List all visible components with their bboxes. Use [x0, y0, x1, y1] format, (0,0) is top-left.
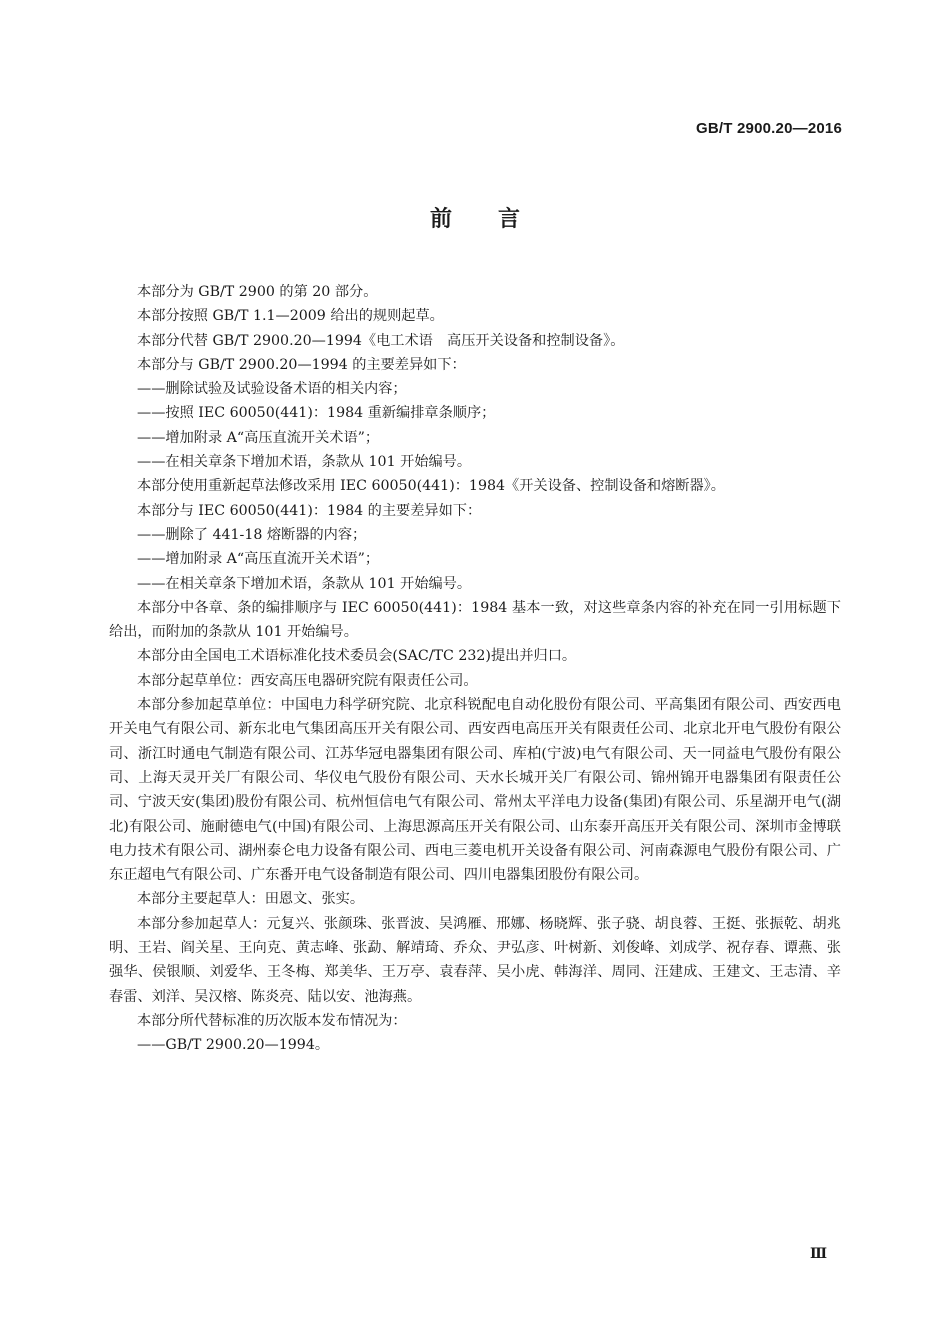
document-body [109, 280, 841, 1058]
paragraph: 本部分按照 GB/T 1.1—2009 给出的规则起草。 [137, 308, 444, 325]
list-item: ——在相关章条下增加术语，条款从 101 开始编号。 [137, 575, 472, 592]
paragraph: 本部分为 GB/T 2900 的第 20 部分。 [137, 284, 378, 300]
paragraph: 本部分代替 GB/T 2900.20—1994《电工术语 高压开关设备和控制设备》。 [137, 332, 625, 349]
paragraph: 本部分参加起草人：元复兴、张颜珠、张晋波、吴鸿雁、邢娜、杨晓辉、张子骁、胡良蓉、王挺、张振乾、胡兆明、王岩、阎关星、王向克、黄志峰、张勐、解靖琦、乔众、尹弘彦、叶树新、刘俊峰、刘成学、祝存春、谭燕、张强华、侯银顺、刘爱华、王冬梅、郑美华、王万亭、袁春萍、吴小虎、韩海洋、周同、汪建成、王建文、王志清、辛春雷、刘洋、吴汉榕、陈炎亮、陆以安、池海燕。 [109, 915, 841, 1005]
list-item: ——GB/T 2900.20—1994。 [137, 1037, 330, 1054]
paragraph: 本部分由全国电工术语标准化技术委员会(SAC/TC 232)提出并归口。 [137, 648, 577, 665]
title-char-1: 前 [429, 207, 452, 232]
page-number: Ⅲ [810, 1246, 828, 1262]
paragraph: 本部分主要起草人：田恩文、张实。 [137, 891, 365, 908]
paragraph: 本部分使用重新起草法修改采用 IEC 60050(441)：1984《开关设备、控制设备和熔断器》。 [137, 478, 725, 495]
list-item: ——在相关章条下增加术语，条款从 101 开始编号。 [137, 454, 472, 471]
standard-code: GB/T 2900.20—2016 [696, 120, 842, 137]
paragraph: 本部分与 GB/T 2900.20—1994 的主要差异如下： [137, 356, 466, 373]
paragraph: 本部分起草单位：西安高压电器研究院有限责任公司。 [137, 672, 478, 689]
paragraph: 本部分与 IEC 60050(441)：1984 的主要差异如下： [137, 502, 482, 519]
title-char-2: 言 [498, 207, 521, 232]
list-item: ——按照 IEC 60050(441)：1984 重新编排章条顺序； [137, 405, 496, 422]
list-item: ——删除试验及试验设备术语的相关内容； [137, 381, 407, 398]
list-item: ——删除了 441-18 熔断器的内容； [137, 526, 367, 543]
page-title [0, 202, 950, 233]
list-item: ——增加附录 A“高压直流开关术语”； [137, 551, 380, 568]
paragraph: 本部分中各章、条的编排顺序与 IEC 60050(441)：1984 基本一致，对这些章条内容的补充在同一引用标题下给出，而附加的条款从 101 开始编号。 [109, 599, 841, 641]
paragraph: 本部分参加起草单位：中国电力科学研究院、北京科锐配电自动化股份有限公司、平高集团有限公司、西安西电开关电气有限公司、新东北电气集团高压开关有限公司、西安西电高压开关有限责任公司、北京北开电气股份有限公司、浙江时通电气制造有限公司、江苏华冠电器集团有限公司、库柏(宁波)电气有限公司、天一同益电气股份有限公司、上海天灵开关厂有限公司、华仪电气股份有限公司、天水长城开关厂有限公司、锦州锦开电器集团有限责任公司、宁波天安(集团)股份有限公司、杭州恒信电气有限公司、常州太平洋电力设备(集团)有限公司、乐星湖开电气(湖北)有限公司、施耐德电气(中国)有限公司、上海思源高压开关有限公司、山东泰开高压开关有限公司、深圳市金博联电力技术有限公司、湖州泰仑电力设备有限公司、西电三菱电机开关设备有限公司、河南森源电气股份有限公司、广东正超电气有限公司、广东番开电气设备制造有限公司、四川电器集团股份有限公司。 [109, 697, 841, 884]
paragraph: 本部分所代替标准的历次版本发布情况为： [137, 1012, 407, 1029]
list-item: ——增加附录 A“高压直流开关术语”； [137, 429, 380, 446]
